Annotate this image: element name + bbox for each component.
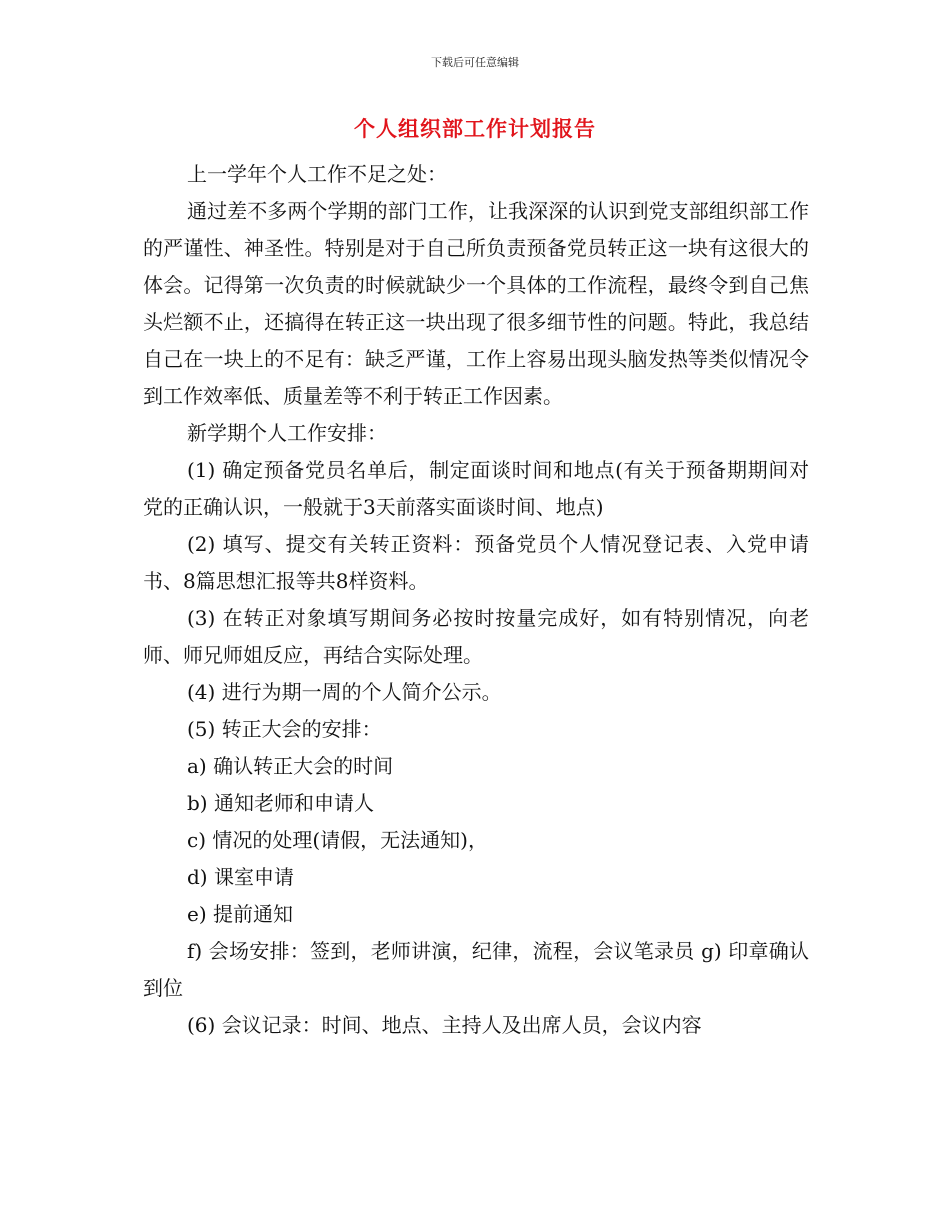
paragraph-subitem: b) 通知老师和申请人: [187, 791, 374, 815]
paragraph-item: (5) 转正大会的安排：: [187, 717, 382, 741]
paragraph-subitem: c) 情况的处理(请假，无法通知)，: [187, 828, 488, 852]
paragraph-subitem: d) 课室申请: [187, 865, 294, 889]
paragraph-subitem: f) 会场安排：签到，老师讲演，纪律，流程，会议笔录员 g) 印章确认到位: [143, 939, 809, 1000]
paragraph-item: (6) 会议记录：时间、地点、主持人及出席人员，会议内容: [187, 1013, 702, 1037]
paragraph-subitem: e) 提前通知: [187, 902, 293, 926]
paragraph-section-heading: 上一学年个人工作不足之处：: [187, 162, 447, 186]
paragraph-subitem: a) 确认转正大会的时间: [187, 754, 394, 778]
paragraph: 通过差不多两个学期的部门工作，让我深深的认识到党支部组织部工作的严谨性、神圣性。特别是对于自己所负责预备党员转正这一块有这很大的体会。记得第一次负责的时候就缺少一个具体的工作流程，最终令到自己焦头烂额不止，还搞得在转正这一块出现了很多细节性的问题。特此，我总结自己在一块上的不足有：缺乏严谨，工作上容易出现头脑发热等类似情况令到工作效率低、质量差等不利于转正工作因素。: [143, 199, 809, 408]
document-body: [143, 156, 809, 1044]
document-title: 个人组织部工作计划报告: [354, 116, 596, 141]
paragraph-item: (1) 确定预备党员名单后，制定面谈时间和地点(有关于预备期期间对党的正确认识，一般就于3天前落实面谈时间、地点): [143, 458, 809, 519]
paragraph-item: (2) 填写、提交有关转正资料：预备党员个人情况登记表、入党申请书、8篇思想汇报等共8样资料。: [143, 532, 809, 593]
header-note: 下载后可任意编辑: [431, 56, 519, 69]
paragraph-item: (4) 进行为期一周的个人简介公示。: [187, 680, 502, 704]
paragraph-section-heading: 新学期个人工作安排：: [187, 421, 387, 445]
paragraph-item: (3) 在转正对象填写期间务必按时按量完成好，如有特别情况，向老师、师兄师姐反应，再结合实际处理。: [143, 606, 809, 667]
